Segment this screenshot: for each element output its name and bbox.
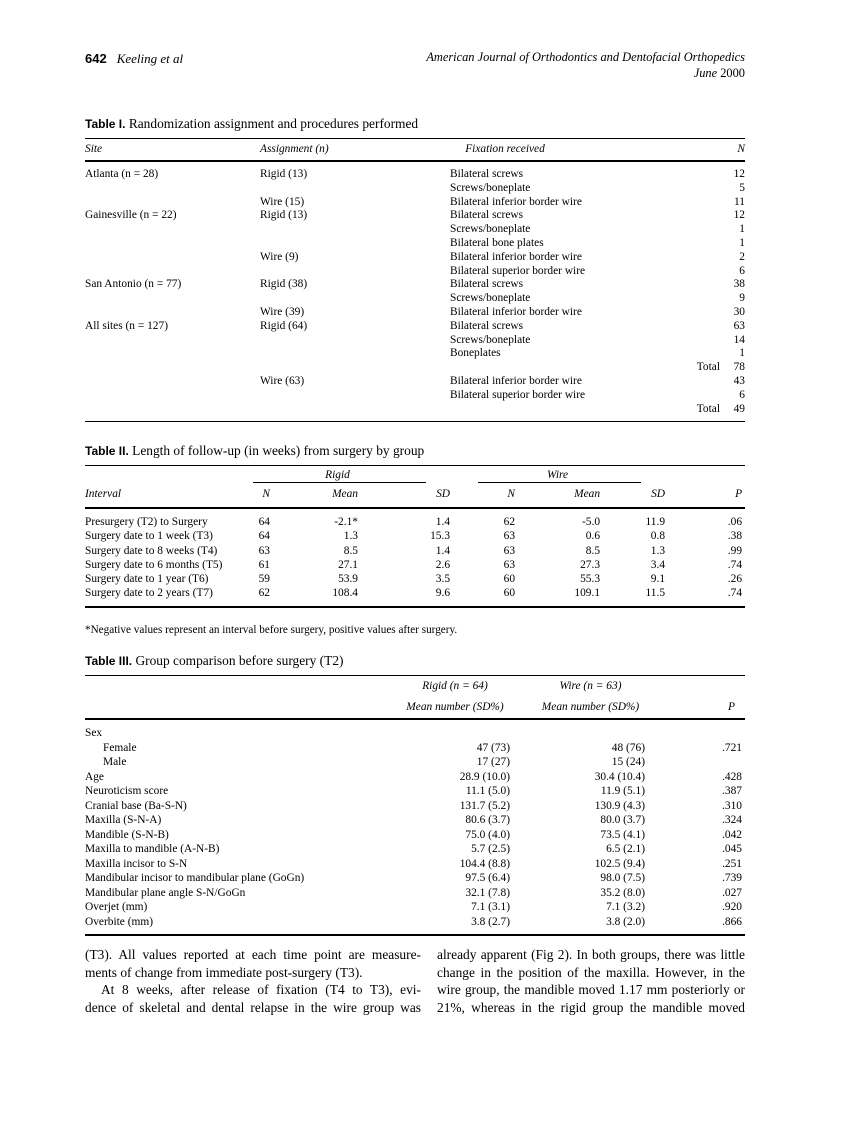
table-row [85,389,745,403]
table-cell: 11.9 [645,516,666,528]
table-3-group-header-row [85,676,745,698]
table-cell: Bilateral inferior border wire [450,195,582,208]
col-header-rigid-n: N [225,484,270,508]
table-row [85,799,745,814]
table-cell: 2 [739,250,745,263]
col-header-site: Site [85,139,260,162]
table-cell: Surgery date to 1 week (T3) [85,530,213,543]
table-cell: Presurgery (T2) to Surgery [85,516,208,528]
table-cell: Maxilla incisor to S-N [85,857,188,870]
table-cell [85,292,260,306]
table-cell: 63 [503,544,516,557]
table-2-section [85,443,745,636]
table-cell: Bilateral superior border wire [450,264,586,277]
table-row [85,209,745,223]
table-cell: 15.3 [430,530,451,543]
table-cell: 9 [739,292,745,305]
group-header-spacer [85,676,400,698]
table-3 [85,675,745,936]
table-cell: 3.4 [650,558,666,571]
table-row [85,320,745,334]
table-cell [85,389,260,403]
table-cell: 108.4 [332,587,358,600]
body-line: already apparent (Fig 2). In both groups, there was little [437,947,745,962]
table-cell: Screws/boneplate [450,223,531,236]
table-cell: 2.6 [435,558,451,571]
group-header-spacer [645,676,745,698]
table-cell: Bilateral screws [450,168,524,180]
table-row [85,508,745,529]
table-cell [85,182,260,196]
table-cell: .38 [727,530,743,543]
table-cell: 5 [739,181,745,194]
table-cell: 78 [733,361,745,374]
table-cell: 63 [503,530,516,543]
table-cell: 1 [739,236,745,249]
table-cell [670,347,720,361]
table-2-caption: Length of follow-up (in weeks) from surgery by group [132,443,425,458]
table-1-caption: Randomization assignment and procedures performed [128,116,419,131]
table-cell: Total [696,361,720,374]
table-cell: 35.2 (8.0) [600,886,645,899]
group-header-spacer [665,466,745,485]
table-cell [670,334,720,348]
table-cell: .74 [727,587,743,600]
table-cell: 1 [739,223,745,236]
table-row [85,755,745,770]
table-cell: Overjet (mm) [85,901,148,913]
table-cell: 14 [733,333,745,346]
table-cell: Cranial base (Ba-S-N) [85,799,187,812]
table-cell: 6 [739,264,745,277]
col-header-fixation: Fixation received [450,139,670,162]
table-cell: 6 [739,388,745,401]
body-text-right-column [437,946,745,1017]
table-row [85,886,745,901]
table-row [85,161,745,182]
table-cell: 3.8 (2.0) [606,915,645,928]
table-3-subheader-row [85,697,745,719]
col-header-rigid-sd: SD [358,484,450,508]
table-cell [400,719,510,741]
table-cell [260,237,450,251]
table-cell: 61 [258,558,270,571]
table-cell: 11.5 [645,587,666,600]
table-cell: 62 [258,587,270,600]
col-header-p: P [665,484,745,508]
table-cell: 64 [258,530,270,543]
table-cell: 63 [258,544,270,557]
table-cell: 27.3 [580,558,601,571]
table-cell: 0.8 [650,530,666,543]
table-cell: Female [103,741,137,754]
table-cell: Screws/boneplate [450,292,531,305]
group-header-rigid: Rigid [225,466,450,485]
col-header-wire-n: N [450,484,515,508]
table-cell: 11.9 (5.1) [600,785,645,797]
table-cell [260,223,450,237]
table-cell: .045 [722,843,742,855]
body-line: At 8 weeks, after release of fixation (T4 to T3), evi- [101,982,421,998]
table-cell: Mandible (S-N-B) [85,828,169,841]
table-cell: .739 [722,872,742,884]
table-cell: 48 (76) [611,741,645,754]
table-2-label: Table II. [85,444,129,458]
table-cell: Surgery date to 2 years (T7) [85,587,213,600]
table-row [85,770,745,785]
table-cell: 1 [739,347,745,360]
table-cell [260,389,450,403]
table-cell: Bilateral screws [450,209,524,222]
body-line: ments of change from immediate post-surgery (T3). [85,964,363,980]
table-cell [670,237,720,251]
table-row [85,719,745,741]
table-cell [85,196,260,210]
table-cell: Bilateral inferior border wire [450,305,582,318]
table-cell: .428 [722,770,742,783]
table-cell: Bilateral screws [450,278,524,291]
table-1-section [85,116,745,422]
col-header-n: N [720,139,745,162]
table-cell: Screws/boneplate [450,181,531,194]
col-header-wire-sd: SD [600,484,665,508]
body-line: dence of skeletal and dental relapse in the wire group was [85,1000,421,1016]
table-cell: Sex [85,727,103,739]
group-header-wire: Wire [450,466,665,485]
table-cell: 12 [733,168,745,180]
table-1-title [85,116,745,132]
col-header-assignment: Assignment (n) [260,139,450,162]
col-header-p: P [645,697,745,719]
table-cell: .866 [722,915,742,928]
table-cell: 80.6 (3.7) [465,814,510,826]
table-cell: Bilateral superior border wire [450,388,586,401]
table-cell: 63 [503,558,516,571]
table-2-header-row [85,484,745,508]
table-cell [670,161,720,182]
table-cell [450,361,670,375]
table-cell: Bilateral inferior border wire [450,250,582,263]
table-row [85,741,745,756]
table-cell: -5.0 [581,516,601,528]
table-3-title [85,653,745,669]
table-2-footnote: *Negative values represent an interval before surgery, positive values after surgery. [85,623,458,636]
table-row [85,278,745,292]
table-cell: .324 [722,814,742,826]
col-header-rigid-mean: Mean [270,484,358,508]
group-header-spacer [85,466,225,485]
running-head-left [85,50,183,68]
table-cell: Maxilla to mandible (A-N-B) [85,843,220,855]
issue-date [426,66,745,82]
table-cell: Bilateral screws [450,319,524,332]
table-cell: 80.0 (3.7) [600,814,645,826]
table-row [85,784,745,799]
table-cell [645,719,745,741]
table-cell: Screws/boneplate [450,333,531,346]
table-row [85,334,745,348]
table-cell: Wire (63) [260,374,305,387]
table-cell: .74 [727,558,743,571]
table-cell: 7.1 (3.2) [606,901,645,913]
table-row [85,223,745,237]
table-cell: Maxilla (S-N-A) [85,814,162,826]
table-cell: 28.9 (10.0) [459,770,510,783]
table-cell: 30 [733,305,745,318]
body-line: 21%, whereas in the rigid group the mandible moved [437,1000,745,1016]
table-1-header-row [85,139,745,162]
table-cell: Overbite (mm) [85,915,154,928]
table-cell [670,375,720,389]
table-cell: .99 [727,544,743,557]
table-cell: 97.5 (6.4) [465,872,510,884]
table-cell: 1.4 [435,516,451,528]
table-cell: Rigid (13) [260,209,308,222]
table-1-label: Table I. [85,117,126,131]
table-cell: 12 [733,209,745,222]
table-row [85,915,745,936]
running-head-right [426,50,745,81]
table-cell: Surgery date to 6 months (T5) [85,558,223,571]
table-cell: 102.5 (9.4) [594,857,645,870]
table-cell: 7.1 (3.1) [471,901,510,913]
subheader-wire-mean: Mean number (SD%) [510,697,645,719]
table-cell: 43 [733,374,745,387]
table-cell [450,403,670,422]
table-row [85,586,745,606]
table-cell: Age [85,770,104,783]
table-cell: .920 [722,901,742,913]
table-row [85,361,745,375]
table-cell: All sites (n = 127) [85,319,168,332]
table-cell: 9.6 [435,587,451,600]
col-header-interval: Interval [85,484,225,508]
table-cell: 8.5 [343,544,358,557]
body-line: change in the position of the maxilla. However, in the [437,964,745,980]
table-row [85,828,745,843]
table-row [85,403,745,422]
table-cell [260,265,450,279]
table-cell: 1.3 [650,544,666,557]
table-cell: 11.1 (5.0) [465,785,510,797]
table-cell [85,347,260,361]
table-cell: 32.1 (7.8) [465,886,510,899]
table-row [85,347,745,361]
table-cell [670,265,720,279]
table-cell: .06 [727,516,743,528]
table-cell: 3.5 [435,573,451,586]
col-header-wire-mean: Mean [515,484,600,508]
table-cell: 109.1 [574,587,601,600]
issue-month: June [693,65,718,80]
table-cell: Atlanta (n = 28) [85,168,159,180]
table-cell: Bilateral inferior border wire [450,374,582,387]
table-cell: Rigid (38) [260,278,308,291]
table-cell [85,334,260,348]
table-cell: Neuroticism score [85,785,169,797]
table-cell [670,320,720,334]
table-cell: Wire (15) [260,195,305,208]
table-cell: Surgery date to 8 weeks (T4) [85,544,218,557]
table-cell: .721 [722,741,742,754]
table-cell: Total [696,402,720,415]
table-cell: Surgery date to 1 year (T6) [85,573,209,586]
table-cell: 49 [733,402,745,415]
table-cell: 59 [258,573,270,586]
table-cell: 60 [503,573,516,586]
table-cell: 53.9 [338,573,358,586]
running-head [85,50,745,81]
group-header-wire: Wire (n = 63) [510,676,645,698]
table-3-caption: Group comparison before surgery (T2) [135,653,344,668]
table-cell: 30.4 (10.4) [594,770,645,783]
table-row [85,871,745,886]
table-row [85,558,745,572]
table-cell [670,223,720,237]
table-row [85,813,745,828]
table-cell [670,278,720,292]
table-row [85,306,745,320]
table-row [85,196,745,210]
table-cell: 8.5 [585,544,601,557]
table-cell: Wire (39) [260,305,305,318]
table-cell: .387 [722,785,742,797]
table-row [85,529,745,543]
table-cell: 9.1 [650,573,666,586]
table-cell: 17 (27) [476,756,510,768]
table-cell: .027 [722,886,742,899]
table-cell: 73.5 (4.1) [600,828,645,841]
table-cell: Wire (9) [260,250,299,263]
table-row [85,182,745,196]
table-cell: 0.6 [585,530,601,543]
table-cell [260,403,450,422]
col-header-spacer [670,139,720,162]
running-authors: Keeling et al [116,51,184,66]
table-1 [85,138,745,422]
table-cell [85,265,260,279]
table-row [85,900,745,915]
group-header-rigid: Rigid (n = 64) [400,676,510,698]
table-row [85,842,745,857]
table-row [85,857,745,872]
table-2-group-header-row [85,466,745,485]
table-cell: Gainesville (n = 22) [85,209,177,222]
table-cell [85,223,260,237]
table-cell: 63 [733,319,745,332]
table-row [85,572,745,586]
table-row [85,251,745,265]
table-row [85,237,745,251]
table-cell: 1.3 [343,530,358,543]
body-text-left-column [85,946,421,1017]
journal-name: American Journal of Orthodontics and Dentofacial Orthopedics [426,50,745,64]
table-cell [85,251,260,265]
table-cell: 38 [733,278,745,291]
table-cell [670,251,720,265]
subheader-spacer [85,697,400,719]
table-cell [260,334,450,348]
table-cell [670,292,720,306]
subheader-rigid-mean: Mean number (SD%) [400,697,510,719]
table-cell [670,306,720,320]
table-cell: Bilateral bone plates [450,236,544,249]
table-3-section [85,653,745,936]
table-cell [260,292,450,306]
table-cell [670,209,720,223]
table-cell: .310 [722,799,742,812]
table-cell: Boneplates [450,347,501,360]
table-cell [260,361,450,375]
table-cell: 6.5 (2.1) [606,843,645,855]
table-cell: .042 [722,828,742,841]
table-cell: .26 [727,573,743,586]
table-cell: -2.1* [334,516,358,528]
table-cell: .251 [722,857,742,870]
page-number: 642 [85,51,107,66]
issue-year: 2000 [720,65,745,80]
table-cell: 15 (24) [611,756,645,768]
table-cell [670,196,720,210]
table-cell: Rigid (13) [260,168,308,180]
table-cell: 98.0 (7.5) [600,872,645,884]
table-cell: Male [103,756,127,768]
table-cell [260,347,450,361]
table-cell: 11 [734,195,745,208]
table-2-title [85,443,745,459]
table-cell: 1.4 [435,544,451,557]
table-cell: 5.7 (2.5) [471,843,510,855]
table-cell [645,755,745,770]
table-cell: 27.1 [338,558,358,571]
table-cell: 55.3 [580,573,601,586]
table-cell [85,306,260,320]
table-cell: Mandibular plane angle S-N/GoGn [85,886,246,899]
table-cell [670,389,720,403]
table-cell [670,182,720,196]
table-cell [85,237,260,251]
table-cell: 47 (73) [476,741,510,754]
table-2 [85,465,745,608]
table-cell [85,403,260,422]
table-cell: San Antonio (n = 77) [85,278,182,291]
table-cell: 62 [503,516,516,528]
table-row [85,292,745,306]
table-cell: 64 [258,516,270,528]
table-cell: 130.9 (4.3) [594,799,645,812]
table-cell: 104.4 (8.8) [459,857,510,870]
body-line: (T3). All values reported at each time point are measure- [85,947,421,962]
table-cell: Mandibular incisor to mandibular plane (GoGn) [85,872,305,884]
table-cell: 3.8 (2.7) [471,915,510,928]
table-row [85,544,745,558]
table-cell: 60 [503,587,516,600]
table-cell [510,719,645,741]
table-cell [85,375,260,389]
table-cell: Rigid (64) [260,319,308,332]
table-cell [85,361,260,375]
table-cell: 75.0 (4.0) [465,828,510,841]
table-cell [260,182,450,196]
table-3-label: Table III. [85,654,133,668]
table-row [85,375,745,389]
table-row [85,265,745,279]
body-line: wire group, the mandible moved 1.17 mm posteriorly or [437,982,745,998]
table-cell: 131.7 (5.2) [459,799,510,812]
